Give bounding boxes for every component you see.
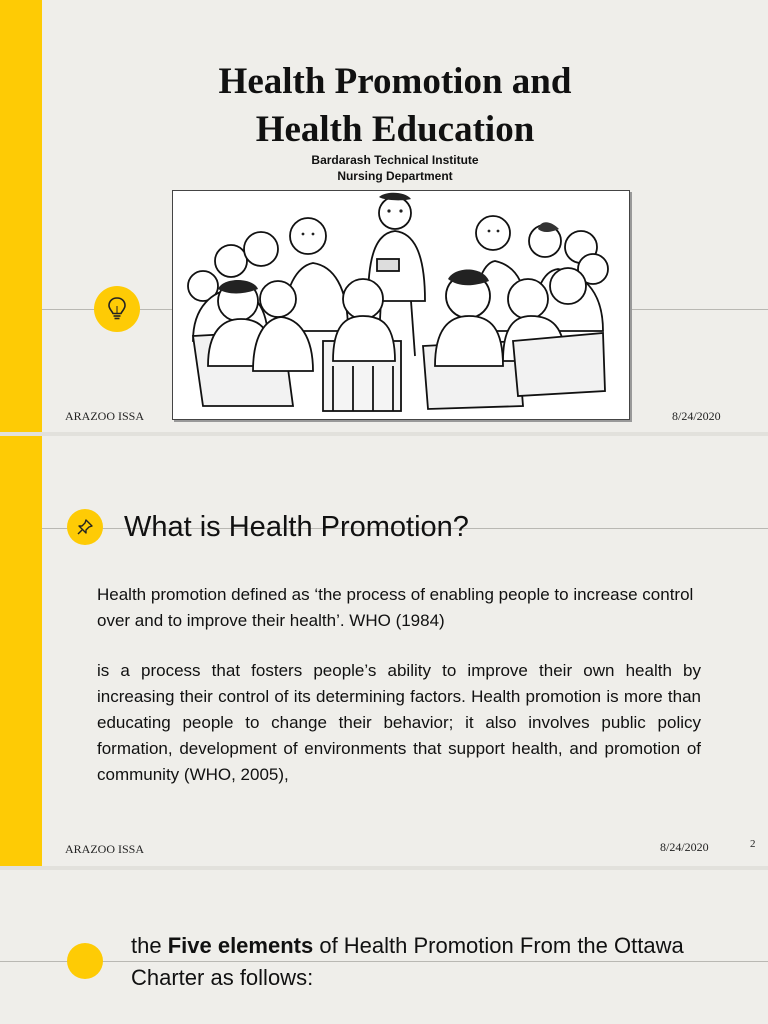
accent-bar bbox=[0, 0, 42, 432]
slide-2 bbox=[0, 436, 768, 866]
footer-author: ARAZOO ISSA bbox=[65, 842, 145, 856]
section-heading bbox=[131, 930, 731, 994]
pushpin-icon bbox=[67, 509, 103, 545]
group-meeting-illustration bbox=[172, 190, 630, 420]
page-number: 2 bbox=[750, 838, 756, 850]
definition-paragraph: Health promotion defined as ‘the process of enabling people to increase control over and to improve their health’. WHO (1984) bbox=[97, 585, 694, 630]
department-name: Nursing Department bbox=[337, 169, 453, 183]
heading-suffix: of Health Promotion From the Ottawa Charter as follows: bbox=[131, 933, 684, 990]
institute-name: Bardarash Technical Institute bbox=[311, 153, 479, 167]
footer-author: ARAZOO ISSA bbox=[65, 409, 145, 423]
title-line-1: Health Promotion and bbox=[218, 61, 572, 102]
footer-date: 8/24/2020 bbox=[672, 409, 721, 423]
slide-3 bbox=[0, 870, 768, 1024]
title-line-2: Health Education bbox=[255, 109, 535, 150]
heading-bold: Five elements bbox=[167, 933, 314, 958]
footer-date: 8/24/2020 bbox=[660, 840, 709, 854]
lightbulb-icon bbox=[94, 286, 140, 332]
description-paragraph: is a process that fosters people’s ability to improve their own health by increasing their control of its determining factors. Health promotion is more than educating people to change their behavior; it also involves public policy formation, development of environments that support health, and promotion of community (WHO, 2005), bbox=[97, 661, 701, 784]
bullet-circle bbox=[67, 943, 103, 979]
slide-title bbox=[150, 58, 640, 154]
section-heading: What is Health Promotion? bbox=[124, 511, 469, 543]
slide-1 bbox=[0, 0, 768, 432]
heading-prefix: the bbox=[131, 933, 168, 958]
accent-bar bbox=[0, 436, 42, 866]
